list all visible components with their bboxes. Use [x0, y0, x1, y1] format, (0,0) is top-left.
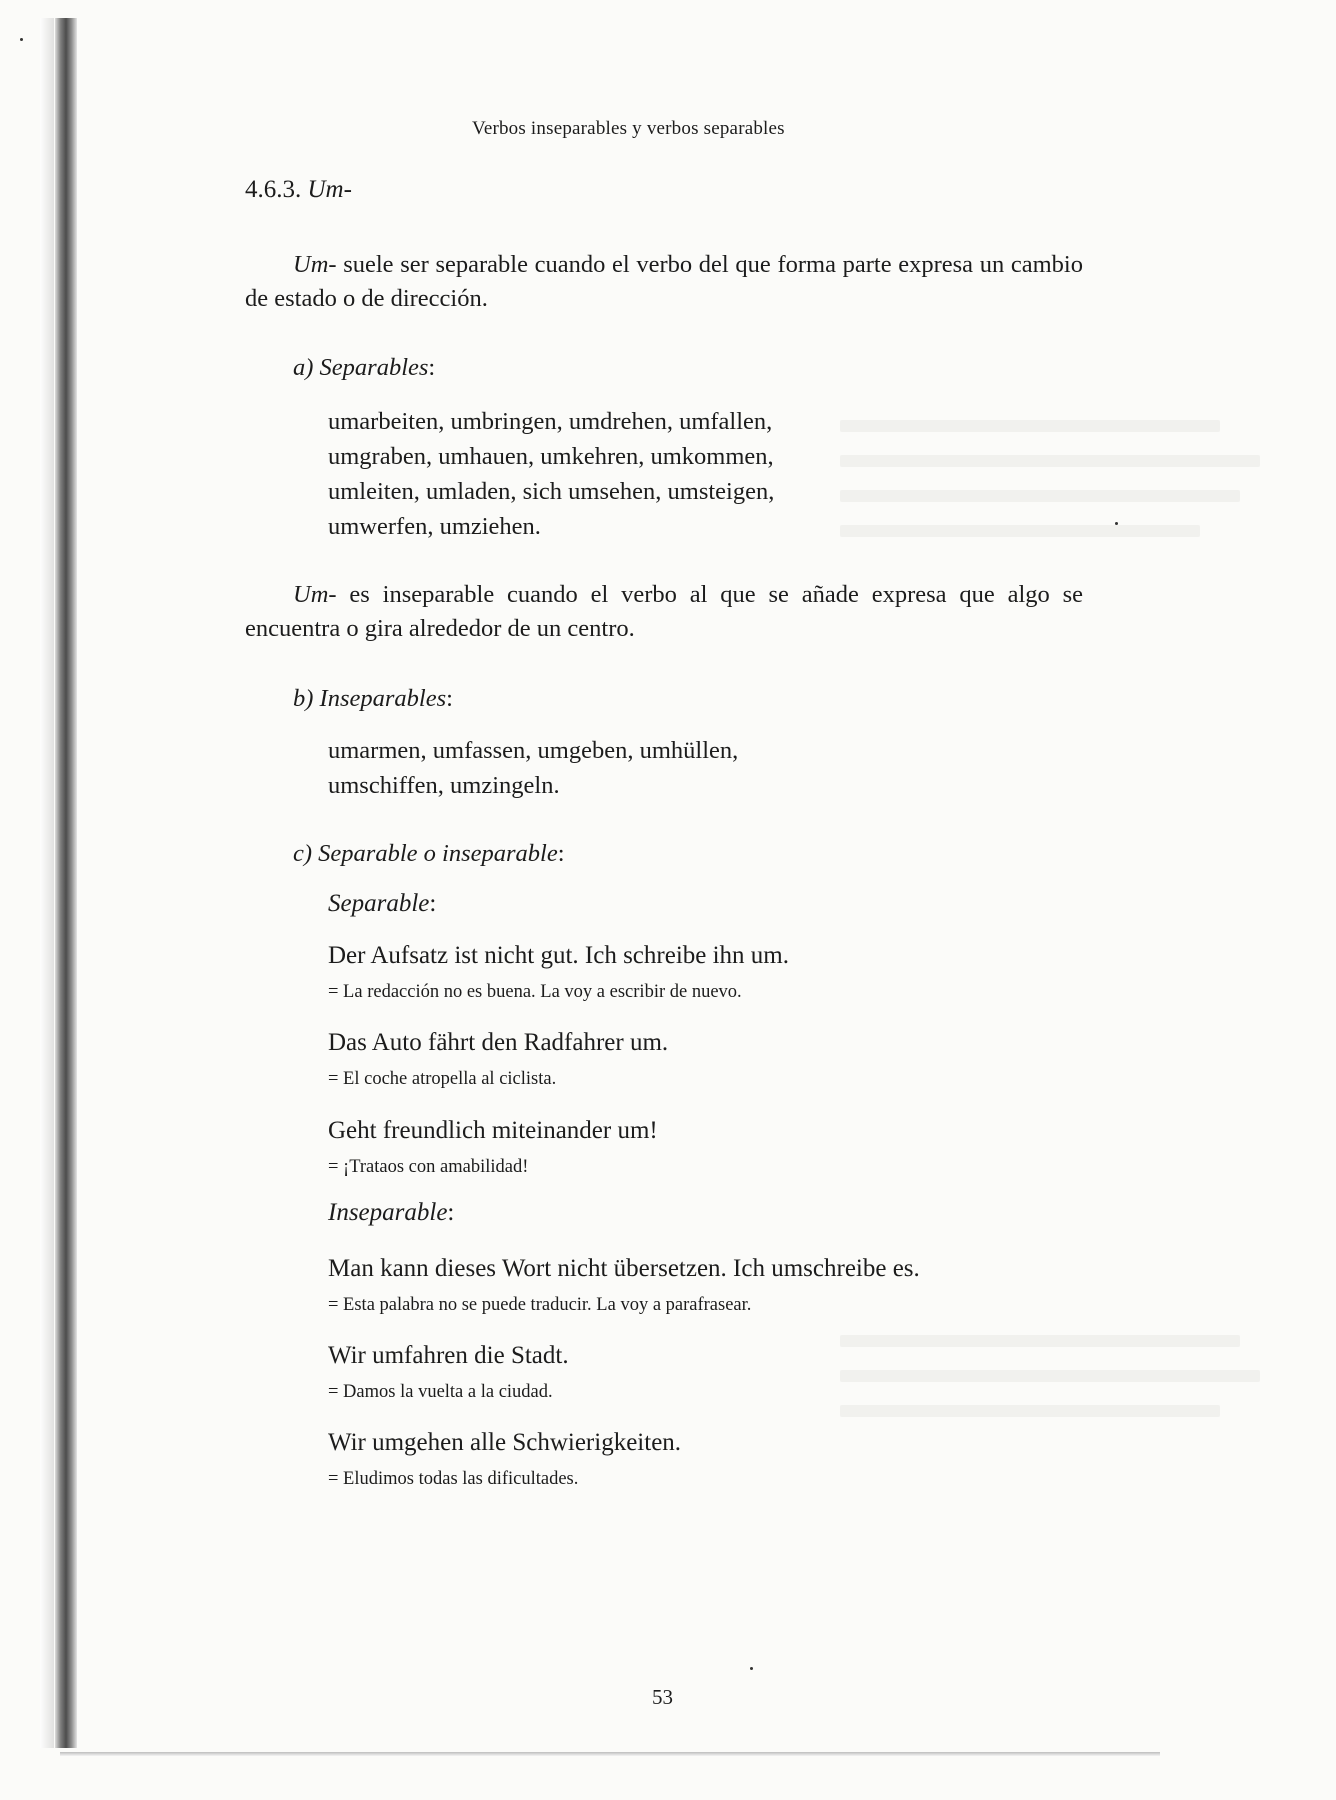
- example-spanish: = Eludimos todas las dificultades.: [328, 1469, 579, 1489]
- running-head: Verbos inseparables y verbos separables: [472, 118, 785, 139]
- colon: :: [447, 1199, 455, 1226]
- section-heading: [245, 176, 352, 204]
- inseparable-label: Inseparable:: [328, 1199, 455, 1226]
- example-german: Geht freundlich miteinander um!: [328, 1117, 658, 1144]
- subsection-a-title: Separables: [319, 354, 429, 381]
- page-bottom-edge: [60, 1752, 1160, 1756]
- intro-prefix: Um-: [293, 251, 337, 278]
- binding-shadow: [55, 18, 77, 1748]
- word-list-line: umschiffen, umzingeln.: [328, 772, 560, 799]
- subsection-b-title: Inseparables: [319, 685, 447, 712]
- intro-paragraph: [245, 248, 1083, 316]
- binding-edge: [40, 18, 54, 1748]
- scan-speck: [20, 38, 23, 41]
- scan-speck: [750, 1667, 753, 1670]
- intro-text: suele ser separable cuando el verbo del que forma parte expresa un cambio de estado o de dirección.: [245, 251, 1083, 312]
- word-list-line: umleiten, umladen, sich umsehen, umsteigen,: [328, 478, 775, 505]
- example-german: Das Auto fährt den Radfahrer um.: [328, 1029, 669, 1056]
- subsection-c-heading: [293, 840, 565, 868]
- word-list-line: umarmen, umfassen, umgeben, umhüllen,: [328, 737, 739, 764]
- subsection-c-label: c): [293, 840, 313, 867]
- colon: :: [429, 890, 437, 917]
- subsection-b-heading: [293, 685, 453, 713]
- scan-speck: [1115, 522, 1118, 525]
- colon: :: [446, 685, 453, 712]
- middle-prefix: Um-: [293, 581, 337, 608]
- word-list-line: umarbeiten, umbringen, umdrehen, umfallen,: [328, 408, 773, 435]
- subsection-b-label: b): [293, 685, 314, 712]
- example-spanish: = ¡Trataos con amabilidad!: [328, 1157, 529, 1177]
- example-spanish: = El coche atropella al ciclista.: [328, 1069, 557, 1089]
- example-spanish: = La redacción no es buena. La voy a escribir de nuevo.: [328, 982, 742, 1002]
- page-number: 53: [652, 1685, 673, 1709]
- separable-word-list: [328, 404, 774, 544]
- section-number: 4.6.3.: [245, 176, 302, 203]
- subsection-a-label: a): [293, 354, 314, 381]
- show-through: [840, 525, 1200, 537]
- example-german: Man kann dieses Wort nicht übersetzen. Ich umschreibe es.: [328, 1255, 920, 1282]
- show-through: [840, 490, 1240, 502]
- word-list-line: umgraben, umhauen, umkehren, umkommen,: [328, 443, 774, 470]
- colon: :: [428, 354, 436, 381]
- colon: :: [557, 840, 565, 867]
- section-title: Um-: [307, 176, 352, 203]
- word-list-line: umwerfen, umziehen.: [328, 513, 541, 540]
- example-german: Der Aufsatz ist nicht gut. Ich schreibe ihn um.: [328, 942, 789, 969]
- example-german: Wir umgehen alle Schwierigkeiten.: [328, 1429, 682, 1456]
- middle-paragraph: [245, 578, 1083, 646]
- example-spanish: = Esta palabra no se puede traducir. La voy a parafrasear.: [328, 1295, 752, 1315]
- show-through: [840, 1370, 1260, 1382]
- show-through: [840, 455, 1260, 467]
- separable-label: Separable:: [328, 890, 437, 917]
- middle-text: es inseparable cuando el verbo al que se añade expresa que algo se encuentra o gira alrededor de un centro.: [245, 581, 1083, 642]
- inseparable-word-list: [328, 733, 738, 803]
- example-german: Wir umfahren die Stadt.: [328, 1342, 569, 1369]
- example-spanish: = Damos la vuelta a la ciudad.: [328, 1382, 553, 1402]
- show-through: [840, 1405, 1220, 1417]
- subsection-c-title: Separable o inseparable: [318, 840, 558, 867]
- show-through: [840, 420, 1220, 432]
- show-through: [840, 1335, 1240, 1347]
- subsection-a-heading: [293, 354, 435, 382]
